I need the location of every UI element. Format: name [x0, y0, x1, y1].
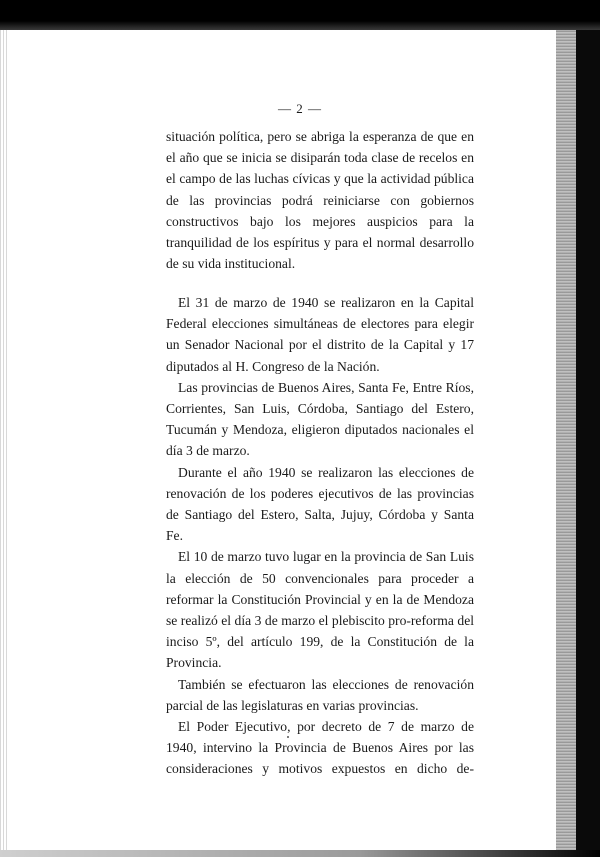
paragraph: El 10 de marzo tuvo lugar en la provincia de San Luis la elección de 50 convencionales para proceder a reformar la Constitución Provincial y en la de Mendoza se realizó el día 3 de marzo el plebiscito pro-reforma del inciso 5º, del artículo 199, de la Constitución de la Provincia. — [166, 549, 474, 671]
page-number: — 2 — — [278, 101, 322, 116]
scan-border-right — [576, 30, 600, 857]
scan-border-left — [0, 30, 7, 857]
scan-speck — [287, 736, 289, 738]
scan-border-top — [0, 0, 600, 30]
paragraph: Las provincias de Buenos Aires, Santa Fe, Entre Ríos, Corrientes, San Luis, Córdoba, Santiago del Estero, Tucumán y Mendoza, eligieron diputados nacionales el día 3 de marzo. — [166, 379, 474, 459]
paragraph: También se efectuaron las elecciones de renovación parcial de las legislaturas en varias provincias. — [166, 676, 474, 713]
scan-border-bottom — [0, 850, 600, 857]
paragraph: situación política, pero se abriga la esperanza de que en el año que se inicia se disiparán toda clase de recelos en el campo de las luchas cívicas y que la actividad pública de las provincias podrá reiniciarse con gobiernos constructivos bajo los mejores auspicios para la tranquilidad de los espíritus y para el normal desarrollo de su vida institucional. — [166, 129, 474, 272]
body-text-block — [166, 292, 474, 780]
paragraph: Durante el año 1940 se realizaron las elecciones de renovación de los poderes ejecutivos de las provincias de Santiago del Estero, Salta, Jujuy, Córdoba y Santa Fe. — [166, 464, 474, 544]
scan-page-edge-right — [556, 30, 576, 852]
continuation-paragraph-block — [166, 126, 474, 274]
paragraph: El Poder Ejecutivo, por decreto de 7 de marzo de 1940, intervino la Provincia de Buenos Aires por las consideraciones y motivos expuestos en dicho de- — [166, 719, 474, 777]
paragraph: El 31 de marzo de 1940 se realizaron en la Capital Federal elecciones simultáneas de electores para elegir un Senador Nacional por el distrito de la Capital y 17 diputados al H. Congreso de la Nación. — [166, 295, 474, 374]
